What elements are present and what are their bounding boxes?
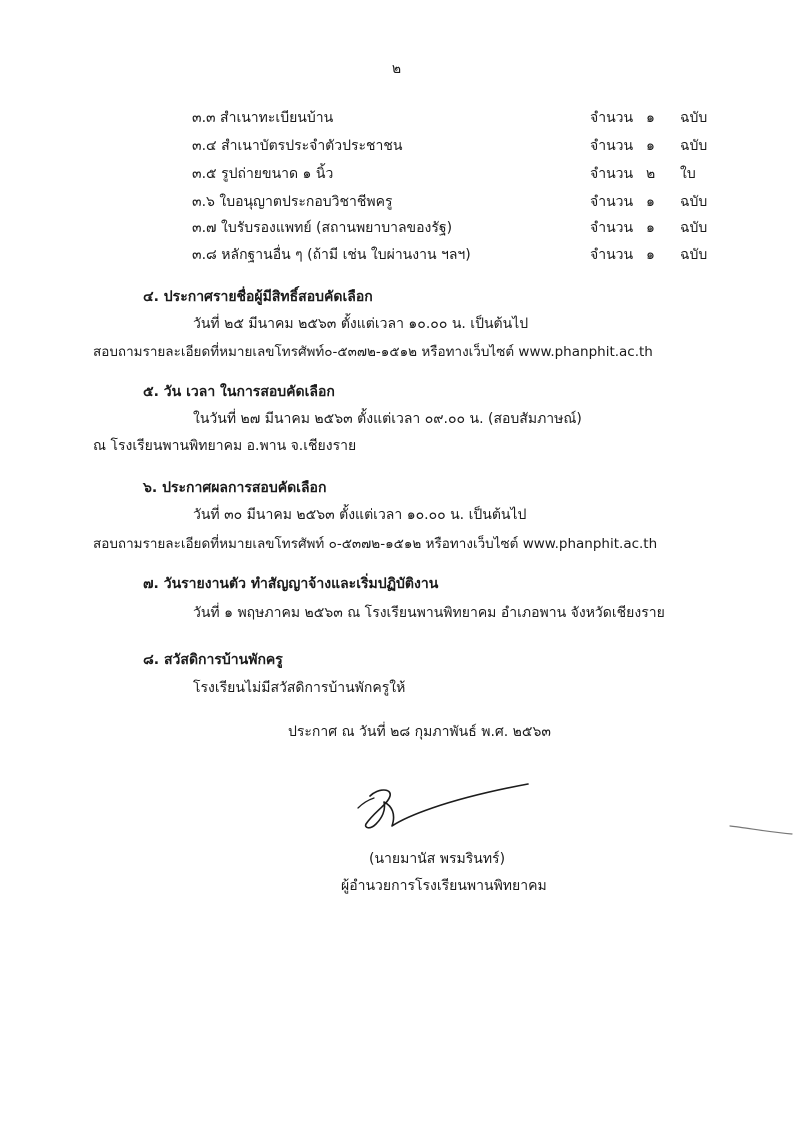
document-label: ๓.๗ ใบรับรองแพทย์ (สถานพยาบาลของรัฐ): [192, 220, 453, 236]
section-6-contact: สอบถามรายละเอียดที่หมายเลขโทรศัพท์ ๐-๕๓๗๒-๑๕๑๒ หรือทางเว็บไซต์ www.phanphit.ac.th: [93, 536, 658, 552]
document-label: ๓.๖ ใบอนุญาตประกอบวิชาชีพครู: [192, 194, 393, 210]
quantity-label: จำนวน: [590, 138, 634, 154]
signatory-name: (นายมานัส พรมรินทร์): [369, 851, 506, 867]
section-5-date: ในวันที่ ๒๗ มีนาคม ๒๕๖๓ ตั้งแต่เวลา ๐๙.๐๐ น. (สอบสัมภาษณ์): [193, 411, 582, 427]
document-item: [192, 163, 712, 185]
quantity-unit: ใบ: [680, 166, 696, 182]
document-label: ๓.๔ สำเนาบัตรประจำตัวประชาชน: [192, 138, 403, 154]
document-label: ๓.๓ สำเนาทะเบียนบ้าน: [192, 110, 334, 126]
announcement-date: ประกาศ ณ วันที่ ๒๘ กุมภาพันธ์ พ.ศ. ๒๕๖๓: [288, 724, 551, 740]
quantity-unit: ฉบับ: [680, 110, 708, 126]
section-6-heading: ๖. ประกาศผลการสอบคัดเลือก: [143, 480, 327, 496]
quantity-value: ๒: [646, 166, 656, 182]
quantity-label: จำนวน: [590, 220, 634, 236]
quantity-value: ๑: [646, 194, 655, 210]
section-8-heading: ๘. สวัสดิการบ้านพักครู: [143, 652, 283, 668]
quantity-value: ๑: [646, 138, 655, 154]
document-label: ๓.๘ หลักฐานอื่น ๆ (ถ้ามี เช่น ใบผ่านงาน ฯลฯ): [192, 247, 471, 263]
document-item: [192, 191, 712, 213]
signatory-position: ผู้อำนวยการโรงเรียนพานพิทยาคม: [341, 878, 547, 894]
section-6-date: วันที่ ๓๐ มีนาคม ๒๕๖๓ ตั้งแต่เวลา ๑๐.๐๐ น. เป็นต้นไป: [193, 507, 527, 523]
section-5-heading: ๕. วัน เวลา ในการสอบคัดเลือก: [143, 384, 335, 400]
quantity-unit: ฉบับ: [680, 247, 708, 263]
document-item: [192, 244, 712, 266]
quantity-value: ๑: [646, 220, 655, 236]
quantity-value: ๑: [646, 247, 655, 263]
document-label: ๓.๕ รูปถ่ายขนาด ๑ นิ้ว: [192, 166, 334, 182]
page-number: ๒: [391, 61, 402, 77]
quantity-label: จำนวน: [590, 194, 634, 210]
scan-mark: [728, 820, 793, 840]
section-7-heading: ๗. วันรายงานตัว ทำสัญญาจ้างและเริ่มปฏิบัติงาน: [143, 576, 439, 592]
section-4-contact: สอบถามรายละเอียดที่หมายเลขโทรศัพท์๐-๕๓๗๒-๑๕๑๒ หรือทางเว็บไซต์ www.phanphit.ac.th: [93, 344, 653, 360]
section-5-location: ณ โรงเรียนพานพิทยาคม อ.พาน จ.เชียงราย: [93, 438, 357, 454]
quantity-label: จำนวน: [590, 247, 634, 263]
quantity-unit: ฉบับ: [680, 138, 708, 154]
section-8-detail: โรงเรียนไม่มีสวัสดิการบ้านพักครูให้: [193, 680, 406, 696]
quantity-unit: ฉบับ: [680, 194, 708, 210]
document-item: [192, 135, 712, 157]
signature-image: [352, 778, 532, 838]
section-7-date: วันที่ ๑ พฤษภาคม ๒๕๖๓ ณ โรงเรียนพานพิทยาคม อำเภอพาน จังหวัดเชียงราย: [193, 605, 665, 621]
section-4-date: วันที่ ๒๕ มีนาคม ๒๕๖๓ ตั้งแต่เวลา ๑๐.๐๐ น. เป็นต้นไป: [193, 316, 529, 332]
quantity-unit: ฉบับ: [680, 220, 708, 236]
quantity-label: จำนวน: [590, 166, 634, 182]
quantity-value: ๑: [646, 110, 655, 126]
document-item: [192, 217, 712, 239]
quantity-label: จำนวน: [590, 110, 634, 126]
document-item: [192, 107, 712, 129]
section-4-heading: ๔. ประกาศรายชื่อผู้มีสิทธิ์สอบคัดเลือก: [143, 289, 373, 305]
